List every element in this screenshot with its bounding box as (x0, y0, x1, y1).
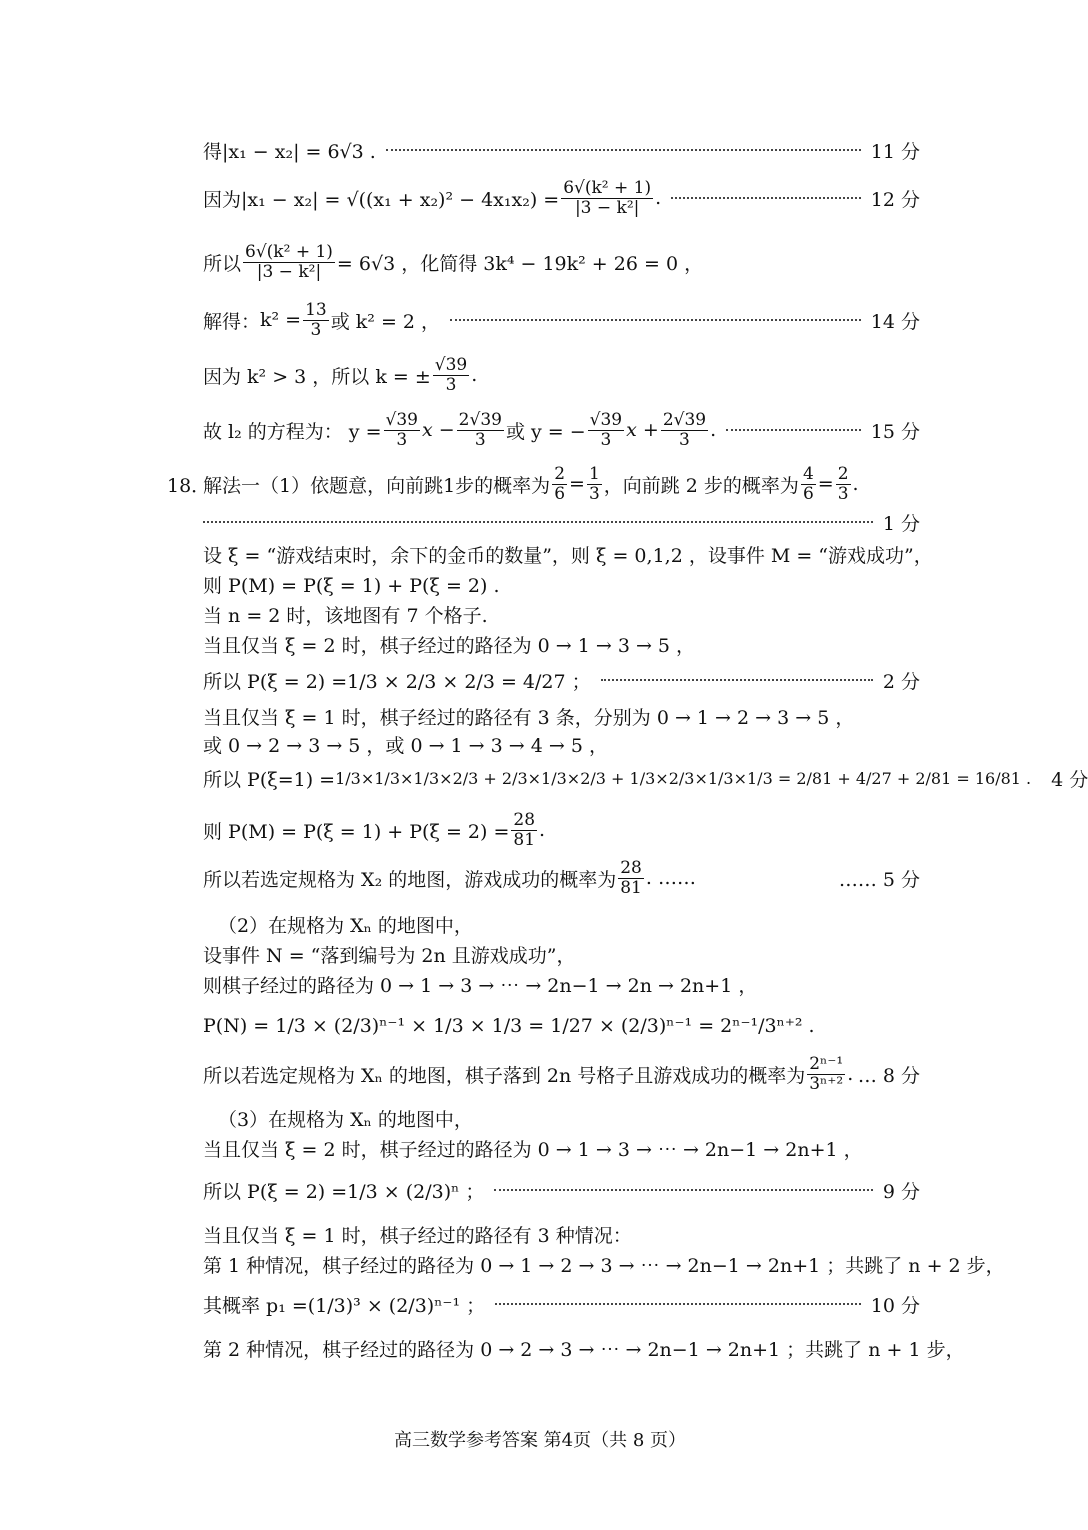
line-text: 当且仅当 ξ = 1 时，棋子经过的路径有 3 种情况： (203, 1224, 632, 1247)
math-text: = (817, 473, 834, 495)
line-text: 或 0 → 2 → 3 → 5 ，或 0 → 1 → 3 → 4 → 5 ， (203, 734, 608, 757)
math-expression: (1/3)³ × (2/3)ⁿ⁻¹ ； (307, 1294, 486, 1317)
line-part2-result (203, 1052, 920, 1096)
score-label: 11 分 (870, 140, 920, 163)
fraction (836, 465, 851, 503)
line-prefix: 因为 k² > 3 ，所以 k = ± (203, 365, 431, 388)
fraction (561, 179, 653, 217)
line-tail: . …… (645, 867, 696, 889)
line-prefix: 则 P(M) = P(ξ = 1) + P(ξ = 2) = (203, 820, 510, 843)
line-16 (203, 408, 920, 452)
denominator: 3 (588, 483, 600, 504)
dot-leader (495, 1303, 861, 1305)
fraction (303, 301, 329, 339)
dot-leader (450, 319, 861, 321)
fraction (552, 465, 567, 503)
line-text: 设事件 N = “落到编号为 2n 且游戏成功”， (203, 944, 576, 967)
line-text: 当且仅当 ξ = 1 时，棋子经过的路径有 3 条，分别为 0 → 1 → 2 → 3 → 5 ， (203, 706, 855, 729)
numerator: 2 (837, 463, 849, 484)
denominator: 3 (600, 429, 612, 450)
numerator: 28 (513, 809, 536, 830)
fraction (243, 243, 335, 281)
line-text: 则棋子经过的路径为 0 → 1 → 3 → ⋯ → 2n−1 → 2n → 2n+1 ， (203, 974, 758, 997)
numerator: 2 (554, 463, 566, 484)
score-label: 14 分 (870, 310, 920, 333)
line-case2 (203, 1326, 965, 1370)
fraction (807, 1055, 845, 1093)
math-text: . (852, 473, 859, 495)
line-text: k² = (260, 309, 302, 331)
line-mid: ，向前跳 2 步的概率为 (603, 474, 799, 497)
line-12 (203, 176, 920, 220)
line-pm-value (203, 808, 920, 852)
math-text: x − (421, 419, 455, 441)
line-tail: . (471, 364, 478, 386)
line-prefix: 所以 P(ξ=1) = (203, 768, 336, 791)
line-xi2-n (203, 1126, 920, 1170)
line-text: = 6√3 ，化简得 3k⁴ − 19k² + 26 = 0 ， (336, 252, 704, 275)
numerator: 2√39 (662, 409, 707, 430)
numerator: √39 (589, 409, 623, 430)
fraction (433, 356, 469, 394)
denominator: 3ⁿ⁺² (809, 1073, 844, 1094)
line-text: 得|x₁ − x₂| = 6√3 . (203, 140, 376, 163)
line-prefix: 解法一（1）依题意，向前跳1步的概率为 (203, 474, 551, 497)
score-label: …… 5 分 (838, 868, 920, 891)
numerator: 6√(k² + 1) (245, 241, 333, 262)
line-prefix: 所以 P(ξ = 2) = (203, 1180, 348, 1203)
dot-leader (601, 679, 873, 681)
math-text: x + (626, 419, 659, 441)
question-number: 18． (167, 474, 211, 497)
line-13 (203, 240, 920, 284)
denominator: 3 (679, 429, 690, 450)
line-14 (203, 298, 920, 342)
dot-leader (726, 429, 861, 431)
line-text: （3）在规格为 Xₙ 的地图中， (218, 1108, 473, 1131)
score-label: 2 分 (882, 670, 920, 693)
line-x2-result (203, 856, 920, 900)
numerator: 28 (620, 857, 642, 878)
line-text: 当且仅当 ξ = 2 时，棋子经过的路径为 0 → 1 → 3 → ⋯ → 2n−1 → 2n+1 ， (203, 1138, 863, 1161)
line-tail: 或 k² = 2 ， (330, 310, 441, 333)
dot-leader (386, 149, 861, 151)
numerator: 1 (588, 463, 600, 484)
line-11 (203, 128, 920, 172)
dot-leader (671, 197, 861, 199)
numerator: 2ⁿ⁻¹ (809, 1053, 844, 1074)
line-text: 因为|x₁ − x₂| = √((x₁ + x₂)² − 4x₁x₂) = (203, 188, 560, 211)
numerator: 2√39 (458, 409, 502, 430)
fraction (511, 811, 537, 849)
line-prefix: 所以 P(ξ = 2) = (203, 670, 348, 693)
line-text: 第 2 种情况，棋子经过的路径为 0 → 2 → 3 → ⋯ → 2n−1 → 2n+1 ；共跳了 n + 1 步， (203, 1338, 965, 1361)
line-pn (203, 1004, 920, 1048)
line-p1 (203, 1282, 920, 1326)
score-label: 15 分 (870, 420, 920, 443)
denominator: 3 (310, 319, 322, 340)
dot-leader (494, 1189, 872, 1191)
dot-leader (203, 521, 873, 523)
numerator: √39 (434, 354, 468, 375)
math-text: . (710, 419, 717, 441)
score-label: 9 分 (882, 1180, 920, 1203)
line-text: （2）在规格为 Xₙ 的地图中， (218, 914, 473, 937)
math-text: = (569, 473, 585, 495)
denominator: 6 (554, 483, 566, 504)
numerator: √39 (385, 409, 418, 430)
line-text: 当且仅当 ξ = 2 时，棋子经过的路径为 0 → 1 → 3 → 5 ， (203, 634, 696, 657)
fraction (587, 465, 602, 503)
score-label: 1 分 (882, 512, 920, 535)
line-text: 当 n = 2 时，该地图有 7 个格子. (203, 604, 488, 627)
fraction (661, 411, 708, 449)
line-tail: . (655, 187, 662, 209)
denominator: |3 − k²| (574, 197, 640, 218)
line-prefix: 其概率 p₁ = (203, 1294, 308, 1317)
line-case1 (203, 1242, 1005, 1286)
denominator: 3 (445, 374, 457, 395)
line-p-xi2-n (203, 1168, 920, 1212)
fraction (588, 411, 624, 449)
score-label: … 8 分 (857, 1064, 920, 1087)
numerator: 6√(k² + 1) (563, 177, 652, 198)
line-text: P(N) = 1/3 × (2/3)ⁿ⁻¹ × 1/3 × 1/3 = 1/27 × (2/3)ⁿ⁻¹ = 2ⁿ⁻¹/3ⁿ⁺² . (203, 1015, 815, 1037)
fraction (618, 859, 644, 897)
denominator: 3 (396, 429, 408, 450)
math-expression: 1/3 × (2/3)ⁿ ； (347, 1180, 485, 1203)
score-label: 12 分 (870, 188, 920, 211)
denominator: 81 (513, 829, 536, 850)
line-text: 设 ξ = “游戏结束时，余下的金币的数量”，则 ξ = 0,1,2 ，设事件 M = “游戏成功”， (203, 544, 933, 567)
line-prefix: 所以 (203, 252, 242, 275)
line-prefix: 故 l₂ 的方程为： y = (203, 420, 382, 443)
math-expression: 1/3 × 2/3 × 2/3 = 4/27 ； (347, 670, 591, 693)
numerator: 13 (305, 299, 327, 320)
fraction (457, 411, 504, 449)
line-path-n (203, 962, 920, 1006)
score-label: 10 分 (870, 1294, 920, 1317)
line-tail: . (847, 1063, 854, 1085)
line-p-xi1 (203, 756, 1088, 800)
line-15 (203, 353, 920, 397)
line-text: 第 1 种情况，棋子经过的路径为 0 → 1 → 2 → 3 → ⋯ → 2n−1 → 2n+1 ；共跳了 n + 2 步， (203, 1254, 1005, 1277)
denominator: 81 (620, 877, 642, 898)
fraction (384, 411, 420, 449)
line-prefix: 所以若选定规格为 X₂ 的地图，游戏成功的概率为 (203, 868, 617, 891)
numerator: 4 (802, 463, 814, 484)
denominator: 3 (837, 483, 849, 504)
denominator: |3 − k²| (256, 261, 322, 282)
denominator: 6 (802, 483, 814, 504)
page-footer: 高三数学参考答案 第4页（共 8 页） (393, 1430, 687, 1451)
math-expression: 1/3×1/3×1/3×2/3 + 2/3×1/3×2/3 + 1/3×2/3×1/3×1/3 = 2/81 + 4/27 + 2/81 = 16/81 . (335, 768, 1032, 788)
score-label: 4 分 (1051, 768, 1088, 791)
line-tail: . (539, 819, 546, 841)
fraction (801, 465, 816, 503)
line-text: 则 P(M) = P(ξ = 1) + P(ξ = 2) . (203, 574, 500, 597)
line-prefix: 所以若选定规格为 Xₙ 的地图，棋子落到 2n 号格子且游戏成功的概率为 (203, 1064, 806, 1087)
denominator: 3 (474, 429, 486, 450)
line-mid: 或 y = − (505, 420, 586, 443)
line-prefix: 解得： (203, 310, 261, 333)
